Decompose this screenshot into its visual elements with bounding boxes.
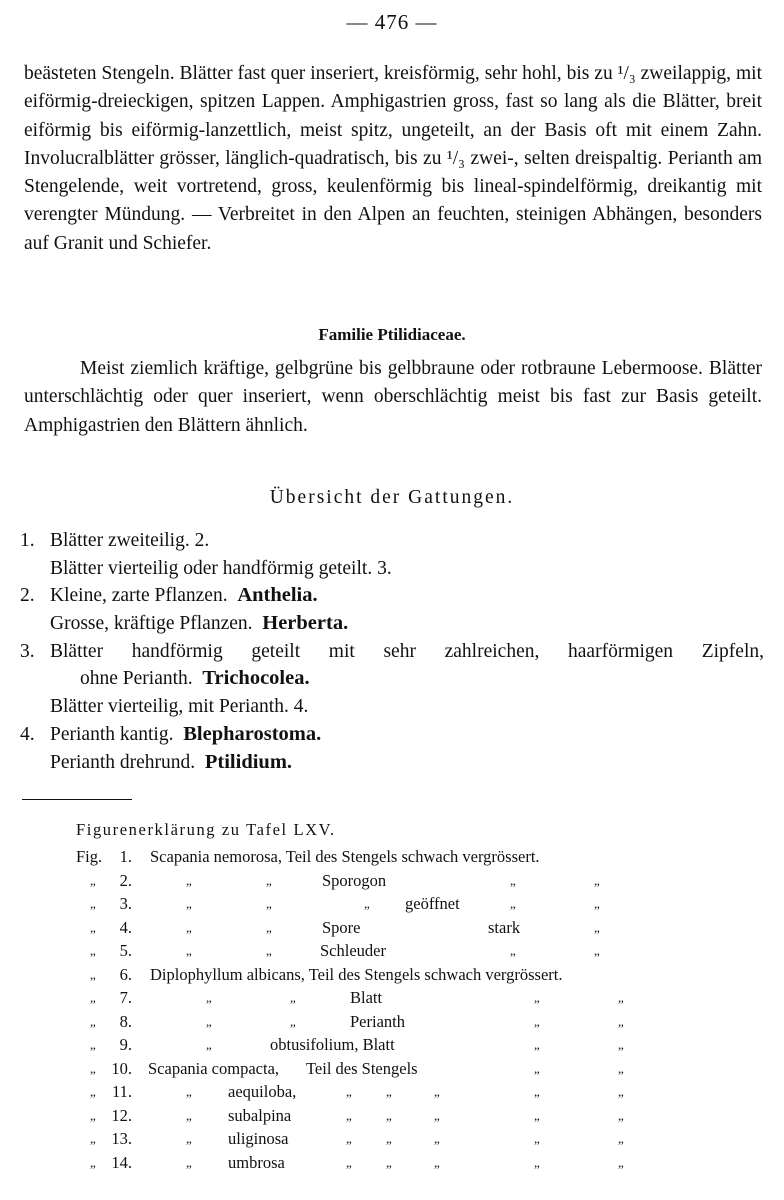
ditto-mark: „ xyxy=(510,872,516,888)
figure-number: 14. xyxy=(111,1152,132,1172)
genera-key-title: Übersicht der Gattungen. xyxy=(269,487,515,508)
ditto-mark: „ xyxy=(618,1060,624,1076)
key-line xyxy=(20,638,764,666)
figure-description: Scapania nemorosa, Teil des Stengels schwach vergrössert. xyxy=(150,847,540,866)
key-text: ohne Perianth. xyxy=(80,668,193,690)
key-text-with-genus xyxy=(50,721,321,749)
figure-row xyxy=(0,986,784,1010)
figure-prefix: „ xyxy=(90,1131,96,1146)
key-text: Blätter vierteilig oder handförmig geteilt. 3. xyxy=(50,557,392,579)
ditto-mark: „ xyxy=(186,919,192,935)
ditto-mark: „ xyxy=(346,1107,352,1123)
ditto-mark: „ xyxy=(266,919,272,935)
ditto-mark: „ xyxy=(206,990,212,1005)
figure-description: Sporogon xyxy=(322,870,387,890)
figure-description: Perianth xyxy=(350,1011,405,1031)
ditto-mark: „ xyxy=(534,1107,540,1123)
ditto-mark: „ xyxy=(618,1154,624,1170)
figure-number: 12. xyxy=(111,1105,132,1125)
key-text-with-genus xyxy=(50,582,318,610)
figure-row xyxy=(0,939,784,963)
key-text: Blätter zweiteilig. 2. xyxy=(50,530,210,551)
figure-description: Spore xyxy=(322,917,361,937)
ditto-mark: „ xyxy=(618,1037,624,1052)
figure-description: Teil des Stengels xyxy=(306,1058,418,1078)
key-text: Grosse, kräftige Pflanzen. xyxy=(50,613,253,635)
figure-description: Blatt xyxy=(350,988,383,1007)
ditto-mark: „ xyxy=(386,1131,392,1146)
ditto-mark: „ xyxy=(534,1013,540,1029)
ditto-mark: „ xyxy=(290,990,296,1005)
figure-prefix: „ xyxy=(90,919,96,935)
figure-description: subalpina xyxy=(228,1105,292,1125)
ditto-mark: „ xyxy=(186,1131,192,1146)
figure-prefix: „ xyxy=(90,990,96,1005)
figure-row xyxy=(0,845,784,869)
figure-prefix: „ xyxy=(90,1037,96,1052)
key-line xyxy=(20,665,764,693)
ditto-mark: „ xyxy=(618,1131,624,1146)
ditto-mark: „ xyxy=(510,943,516,958)
figure-number: 11. xyxy=(111,1082,132,1101)
genera-key xyxy=(20,527,764,776)
figure-row xyxy=(0,1104,784,1128)
ditto-mark: „ xyxy=(186,872,192,888)
ditto-mark: „ xyxy=(594,919,600,935)
genus-name: Trichocolea. xyxy=(202,667,310,690)
ditto-mark: „ xyxy=(206,1013,212,1029)
ditto-mark: „ xyxy=(534,1037,540,1052)
figure-number: 9. xyxy=(119,1035,132,1054)
key-number: 4. xyxy=(20,723,35,745)
ditto-mark: „ xyxy=(186,943,192,958)
ditto-mark: „ xyxy=(594,872,600,888)
ditto-mark: „ xyxy=(534,1084,540,1099)
ditto-mark: „ xyxy=(618,1013,624,1029)
figure-description: Schleuder xyxy=(320,941,386,960)
figure-number: 1. xyxy=(119,847,132,866)
key-line xyxy=(20,721,764,749)
figure-row xyxy=(0,1080,784,1104)
ditto-mark: „ xyxy=(346,1084,352,1099)
section-divider xyxy=(22,799,132,800)
figure-number: 13. xyxy=(111,1129,132,1148)
figure-number: 3. xyxy=(119,894,132,913)
key-number: 3. xyxy=(20,640,35,662)
ditto-mark: „ xyxy=(510,896,516,911)
key-text: Perianth drehrund. xyxy=(50,751,196,773)
ditto-mark: „ xyxy=(290,1013,296,1029)
figure-row xyxy=(0,892,784,916)
figure-number: 7. xyxy=(119,988,132,1007)
genus-name: Anthelia. xyxy=(237,584,318,607)
figure-prefix: „ xyxy=(90,896,96,911)
figure-description: obtusifolium, Blatt xyxy=(270,1035,395,1054)
figure-prefix: „ xyxy=(90,872,96,888)
ditto-mark: „ xyxy=(186,1107,192,1123)
family-description: Meist ziemlich kräftige, gelbgrüne bis gelbbraune oder rotbraune Lebermoose. Blätter unterschlächtig oder quer inseriert, wenn oberschlächtig meist bis fast zur Basis geteilt. Amphigastrien den Blättern ähnlich. xyxy=(24,358,762,436)
ditto-mark: „ xyxy=(618,1107,624,1123)
ditto-mark: „ xyxy=(266,872,272,888)
figure-prefix: „ xyxy=(90,943,96,958)
ditto-mark: „ xyxy=(346,1154,352,1170)
genus-name: Ptilidium. xyxy=(204,750,293,773)
ditto-mark: „ xyxy=(618,1084,624,1099)
figure-row xyxy=(0,1057,784,1081)
ditto-mark: „ xyxy=(386,1107,392,1123)
figure-prefix: Fig. xyxy=(76,847,103,866)
figure-prefix: „ xyxy=(90,1013,96,1029)
figure-description: stark xyxy=(488,917,521,937)
figure-row xyxy=(0,1127,784,1151)
ditto-mark: „ xyxy=(534,990,540,1005)
figure-legend xyxy=(0,845,784,1174)
ditto-mark: „ xyxy=(386,1084,392,1099)
ditto-mark: „ xyxy=(266,943,272,958)
key-line xyxy=(20,693,764,721)
ditto-mark: „ xyxy=(364,896,370,911)
ditto-mark: „ xyxy=(434,1084,440,1099)
key-line xyxy=(20,527,764,555)
figure-description: aequiloba, xyxy=(228,1082,297,1101)
figure-prefix: „ xyxy=(90,966,96,982)
figure-row xyxy=(0,1033,784,1057)
figure-number: 6. xyxy=(119,964,132,984)
ditto-mark: „ xyxy=(186,1084,192,1099)
ditto-mark: „ xyxy=(618,990,624,1005)
ditto-mark: „ xyxy=(186,896,192,911)
figure-number: 8. xyxy=(119,1011,132,1031)
figure-number: 5. xyxy=(119,941,132,960)
key-line xyxy=(20,610,764,638)
figure-row xyxy=(0,869,784,893)
ditto-mark: „ xyxy=(186,1154,192,1170)
ditto-mark: „ xyxy=(346,1131,352,1146)
figure-row xyxy=(0,1010,784,1034)
figure-description: umbrosa xyxy=(228,1152,285,1172)
ditto-mark: „ xyxy=(266,896,272,911)
figure-description: uliginosa xyxy=(228,1129,289,1148)
figure-prefix: „ xyxy=(90,1154,96,1170)
ditto-mark: „ xyxy=(386,1154,392,1170)
figure-prefix: „ xyxy=(90,1084,96,1099)
key-line xyxy=(20,555,764,583)
ditto-mark: „ xyxy=(534,1131,540,1146)
key-number: 2. xyxy=(20,585,35,607)
figures-heading: Figurenerklärung zu Tafel LXV. xyxy=(76,820,336,839)
figure-row xyxy=(0,916,784,940)
ditto-mark: „ xyxy=(434,1154,440,1170)
key-text-with-genus xyxy=(50,749,292,777)
figure-row xyxy=(0,1151,784,1175)
figure-description: geöffnet xyxy=(405,894,460,913)
ditto-mark: „ xyxy=(594,896,600,911)
figure-number: 2. xyxy=(119,870,132,890)
figure-prefix: „ xyxy=(90,1060,96,1076)
figure-description: Diplophyllum albicans, Teil des Stengels schwach vergrössert. xyxy=(150,964,563,984)
ditto-mark: „ xyxy=(594,943,600,958)
key-number: 1. xyxy=(20,530,35,551)
description-paragraph: beästeten Stengeln. Blätter fast quer inseriert, kreisförmig, sehr hohl, bis zu ¹/₃ zweilappig, mit eiförmig-dreieckigen, spitzen Lappen. Amphigastrien gross, fast so lang als die Blätter, breit eiförmig bis eiförmig-lanzettlich, meist spitz, ungeteilt, an der Basis oft mit einem Zahn. Involucralblätter grösser, länglich-quadratisch, bis zu ¹/₃ zwei-, selten dreispaltig. Perianth am Stengelende, weit vortretend, gross, keulenförmig bis lineal-spindelförmig, dreikantig mit verengter Mündung. — Verbreitet in den Alpen an feuchten, steinigen Abhängen, besonders auf Granit und Schiefer. xyxy=(24,63,762,254)
key-text: Perianth kantig. xyxy=(50,723,174,745)
key-line xyxy=(20,582,764,610)
key-text-with-genus xyxy=(50,610,348,638)
key-text-with-genus xyxy=(80,665,310,693)
key-text: Blätter vierteilig, mit Perianth. 4. xyxy=(50,696,309,718)
figure-description: Scapania compacta, xyxy=(148,1058,280,1078)
genus-name: Herberta. xyxy=(262,612,349,635)
ditto-mark: „ xyxy=(534,1154,540,1170)
key-line xyxy=(20,749,764,777)
key-text: Blätter handförmig geteilt mit sehr zahlreichen, haarförmigen Zipfeln, xyxy=(50,640,764,662)
ditto-mark: „ xyxy=(434,1107,440,1123)
figure-number: 10. xyxy=(111,1058,132,1078)
page-number: — 476 — xyxy=(346,10,438,34)
ditto-mark: „ xyxy=(206,1037,212,1052)
ditto-mark: „ xyxy=(434,1131,440,1146)
ditto-mark: „ xyxy=(534,1060,540,1076)
figure-number: 4. xyxy=(119,917,132,937)
figure-row xyxy=(0,963,784,987)
genus-name: Blepharostoma. xyxy=(183,722,322,745)
figure-prefix: „ xyxy=(90,1107,96,1123)
key-text: Kleine, zarte Pflanzen. xyxy=(50,585,228,607)
family-heading: Familie Ptilidiaceae. xyxy=(318,325,466,344)
